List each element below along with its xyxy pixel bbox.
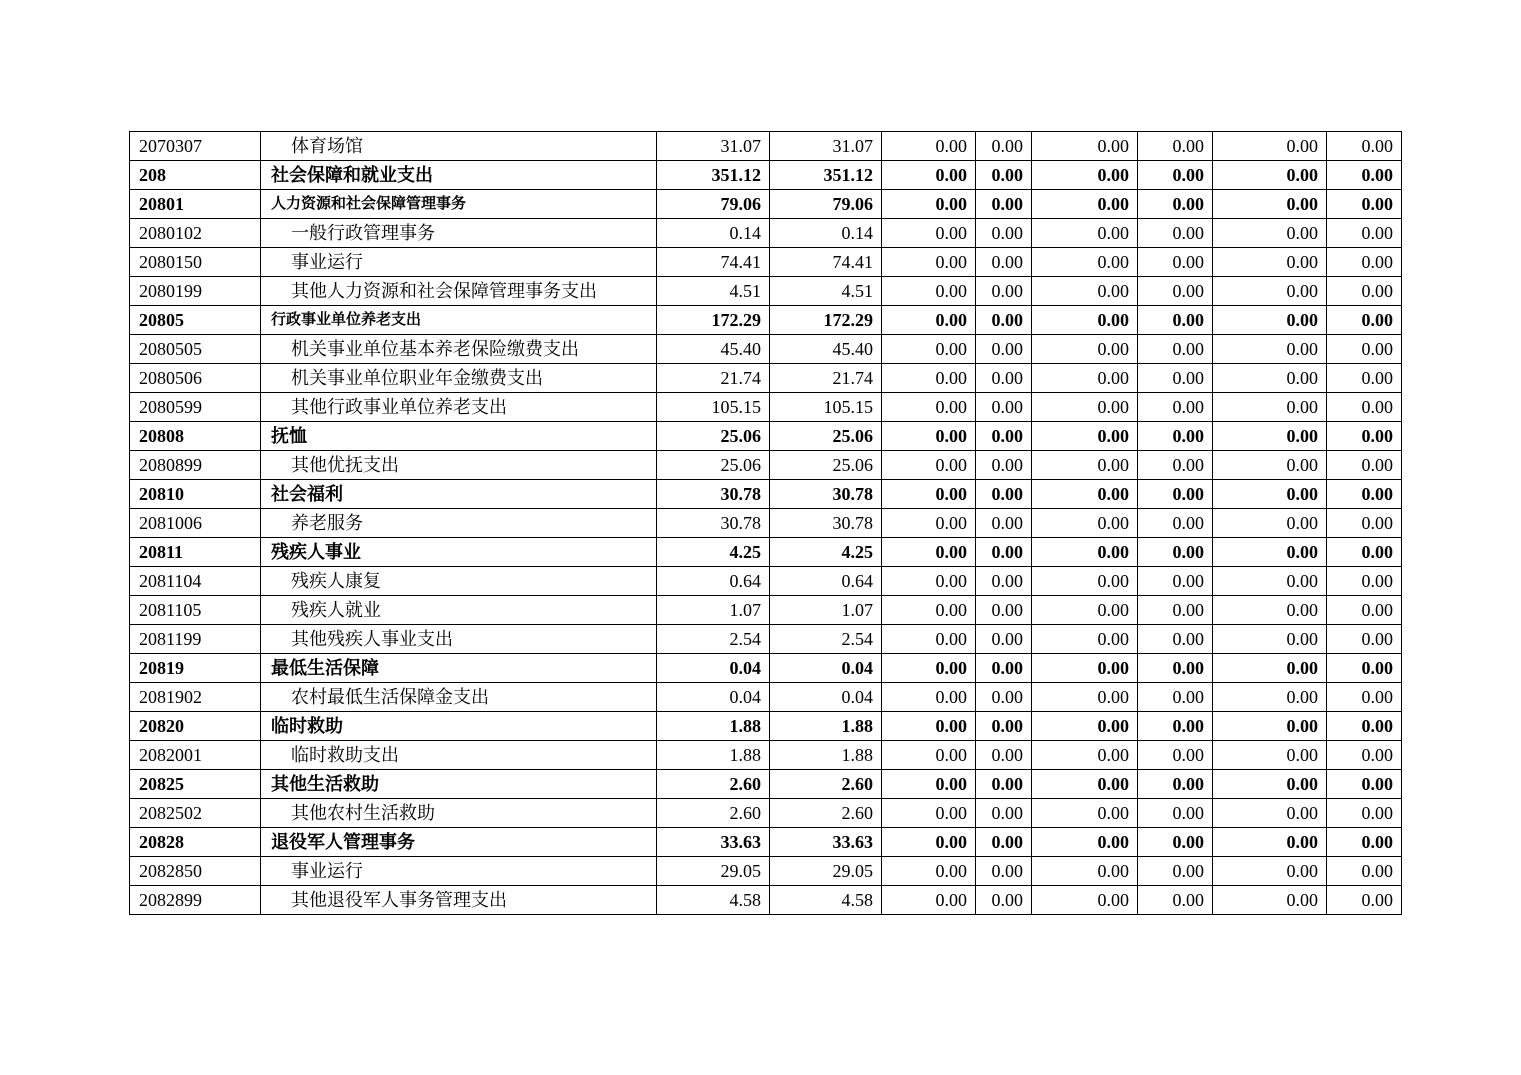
table-row: [130, 277, 1402, 306]
cell-value-4: 0.00: [976, 712, 1032, 741]
cell-value-2: 351.12: [770, 161, 882, 190]
cell-value-8: 0.00: [1327, 190, 1402, 219]
cell-code: 2081105: [130, 596, 261, 625]
table-row: [130, 219, 1402, 248]
cell-value-4: 0.00: [976, 567, 1032, 596]
cell-value-7: 0.00: [1213, 857, 1327, 886]
cell-value-8: 0.00: [1327, 132, 1402, 161]
cell-value-2: 30.78: [770, 480, 882, 509]
cell-value-2: 1.88: [770, 741, 882, 770]
table-row: [130, 132, 1402, 161]
cell-value-1: 4.58: [657, 886, 770, 915]
cell-value-5: 0.00: [1032, 567, 1138, 596]
cell-value-3: 0.00: [882, 857, 976, 886]
cell-value-6: 0.00: [1138, 248, 1213, 277]
table-row: [130, 451, 1402, 480]
cell-value-8: 0.00: [1327, 712, 1402, 741]
cell-value-1: 45.40: [657, 335, 770, 364]
cell-value-3: 0.00: [882, 712, 976, 741]
cell-value-2: 79.06: [770, 190, 882, 219]
table-row: [130, 538, 1402, 567]
cell-name: 事业运行: [261, 857, 657, 886]
table-row: [130, 422, 1402, 451]
cell-value-3: 0.00: [882, 654, 976, 683]
cell-value-3: 0.00: [882, 799, 976, 828]
cell-value-8: 0.00: [1327, 364, 1402, 393]
cell-value-5: 0.00: [1032, 828, 1138, 857]
cell-value-4: 0.00: [976, 654, 1032, 683]
cell-value-7: 0.00: [1213, 654, 1327, 683]
cell-code: 2080102: [130, 219, 261, 248]
cell-value-4: 0.00: [976, 393, 1032, 422]
cell-name: 临时救助支出: [261, 741, 657, 770]
cell-code: 2080150: [130, 248, 261, 277]
cell-code: 2080199: [130, 277, 261, 306]
cell-value-4: 0.00: [976, 480, 1032, 509]
cell-value-8: 0.00: [1327, 393, 1402, 422]
cell-code: 20801: [130, 190, 261, 219]
cell-code: 2080599: [130, 393, 261, 422]
cell-name: 其他残疾人事业支出: [261, 625, 657, 654]
cell-value-6: 0.00: [1138, 625, 1213, 654]
cell-value-4: 0.00: [976, 683, 1032, 712]
table-row: [130, 596, 1402, 625]
cell-name: 体育场馆: [261, 132, 657, 161]
cell-value-7: 0.00: [1213, 190, 1327, 219]
cell-value-1: 25.06: [657, 422, 770, 451]
cell-name: 其他人力资源和社会保障管理事务支出: [261, 277, 657, 306]
cell-value-8: 0.00: [1327, 509, 1402, 538]
cell-value-3: 0.00: [882, 683, 976, 712]
cell-value-1: 2.60: [657, 770, 770, 799]
cell-value-7: 0.00: [1213, 741, 1327, 770]
cell-value-4: 0.00: [976, 828, 1032, 857]
cell-value-8: 0.00: [1327, 538, 1402, 567]
cell-value-8: 0.00: [1327, 161, 1402, 190]
cell-value-8: 0.00: [1327, 770, 1402, 799]
table-row: [130, 248, 1402, 277]
cell-value-8: 0.00: [1327, 857, 1402, 886]
cell-value-2: 25.06: [770, 422, 882, 451]
cell-value-1: 1.88: [657, 741, 770, 770]
cell-value-1: 2.54: [657, 625, 770, 654]
cell-code: 208: [130, 161, 261, 190]
cell-value-6: 0.00: [1138, 277, 1213, 306]
cell-value-6: 0.00: [1138, 509, 1213, 538]
cell-name: 事业运行: [261, 248, 657, 277]
cell-value-3: 0.00: [882, 248, 976, 277]
cell-value-7: 0.00: [1213, 132, 1327, 161]
cell-name: 残疾人事业: [261, 538, 657, 567]
cell-value-1: 172.29: [657, 306, 770, 335]
cell-value-8: 0.00: [1327, 596, 1402, 625]
cell-value-3: 0.00: [882, 393, 976, 422]
cell-value-2: 0.04: [770, 654, 882, 683]
cell-value-5: 0.00: [1032, 770, 1138, 799]
cell-value-6: 0.00: [1138, 306, 1213, 335]
cell-value-3: 0.00: [882, 219, 976, 248]
cell-value-1: 30.78: [657, 480, 770, 509]
cell-value-5: 0.00: [1032, 799, 1138, 828]
cell-value-1: 79.06: [657, 190, 770, 219]
table-row: [130, 828, 1402, 857]
cell-value-3: 0.00: [882, 538, 976, 567]
cell-value-4: 0.00: [976, 306, 1032, 335]
cell-value-7: 0.00: [1213, 364, 1327, 393]
cell-code: 20825: [130, 770, 261, 799]
cell-value-1: 31.07: [657, 132, 770, 161]
cell-value-4: 0.00: [976, 364, 1032, 393]
cell-value-5: 0.00: [1032, 335, 1138, 364]
cell-value-4: 0.00: [976, 161, 1032, 190]
cell-value-5: 0.00: [1032, 422, 1138, 451]
cell-value-4: 0.00: [976, 219, 1032, 248]
cell-value-4: 0.00: [976, 799, 1032, 828]
cell-value-3: 0.00: [882, 480, 976, 509]
cell-value-2: 25.06: [770, 451, 882, 480]
cell-value-3: 0.00: [882, 451, 976, 480]
cell-value-2: 4.25: [770, 538, 882, 567]
cell-value-5: 0.00: [1032, 596, 1138, 625]
cell-value-2: 4.58: [770, 886, 882, 915]
cell-value-5: 0.00: [1032, 741, 1138, 770]
cell-value-4: 0.00: [976, 335, 1032, 364]
cell-value-4: 0.00: [976, 248, 1032, 277]
cell-name: 其他生活救助: [261, 770, 657, 799]
cell-value-2: 0.64: [770, 567, 882, 596]
cell-value-3: 0.00: [882, 596, 976, 625]
cell-value-7: 0.00: [1213, 596, 1327, 625]
cell-value-3: 0.00: [882, 132, 976, 161]
table-row: [130, 393, 1402, 422]
cell-value-3: 0.00: [882, 364, 976, 393]
cell-value-7: 0.00: [1213, 422, 1327, 451]
cell-value-4: 0.00: [976, 277, 1032, 306]
cell-value-7: 0.00: [1213, 770, 1327, 799]
cell-value-5: 0.00: [1032, 509, 1138, 538]
table-row: [130, 625, 1402, 654]
cell-value-2: 29.05: [770, 857, 882, 886]
cell-value-2: 31.07: [770, 132, 882, 161]
cell-value-8: 0.00: [1327, 799, 1402, 828]
cell-value-6: 0.00: [1138, 132, 1213, 161]
cell-name: 一般行政管理事务: [261, 219, 657, 248]
cell-value-3: 0.00: [882, 190, 976, 219]
cell-value-6: 0.00: [1138, 799, 1213, 828]
cell-value-6: 0.00: [1138, 596, 1213, 625]
cell-name: 社会保障和就业支出: [261, 161, 657, 190]
cell-value-7: 0.00: [1213, 683, 1327, 712]
table-row: [130, 509, 1402, 538]
cell-name: 抚恤: [261, 422, 657, 451]
cell-value-1: 0.04: [657, 683, 770, 712]
table-row: [130, 567, 1402, 596]
cell-name: 农村最低生活保障金支出: [261, 683, 657, 712]
cell-value-7: 0.00: [1213, 799, 1327, 828]
cell-value-6: 0.00: [1138, 335, 1213, 364]
cell-value-4: 0.00: [976, 422, 1032, 451]
cell-value-5: 0.00: [1032, 161, 1138, 190]
cell-value-5: 0.00: [1032, 277, 1138, 306]
table-row: [130, 857, 1402, 886]
cell-value-1: 25.06: [657, 451, 770, 480]
cell-value-3: 0.00: [882, 306, 976, 335]
cell-value-4: 0.00: [976, 857, 1032, 886]
cell-name: 残疾人康复: [261, 567, 657, 596]
cell-code: 20819: [130, 654, 261, 683]
table-row: [130, 654, 1402, 683]
cell-value-2: 1.07: [770, 596, 882, 625]
cell-code: 2070307: [130, 132, 261, 161]
table-row: [130, 799, 1402, 828]
cell-code: 2082850: [130, 857, 261, 886]
cell-value-1: 0.14: [657, 219, 770, 248]
cell-code: 2080899: [130, 451, 261, 480]
cell-value-5: 0.00: [1032, 886, 1138, 915]
cell-value-4: 0.00: [976, 190, 1032, 219]
cell-value-2: 0.04: [770, 683, 882, 712]
cell-value-3: 0.00: [882, 567, 976, 596]
cell-value-1: 74.41: [657, 248, 770, 277]
cell-value-6: 0.00: [1138, 364, 1213, 393]
cell-code: 20828: [130, 828, 261, 857]
cell-value-4: 0.00: [976, 625, 1032, 654]
cell-value-2: 2.60: [770, 799, 882, 828]
cell-code: 2081006: [130, 509, 261, 538]
cell-value-6: 0.00: [1138, 451, 1213, 480]
cell-value-7: 0.00: [1213, 219, 1327, 248]
cell-value-7: 0.00: [1213, 335, 1327, 364]
cell-value-8: 0.00: [1327, 248, 1402, 277]
cell-value-6: 0.00: [1138, 422, 1213, 451]
cell-value-8: 0.00: [1327, 306, 1402, 335]
table-row: [130, 741, 1402, 770]
cell-value-8: 0.00: [1327, 451, 1402, 480]
cell-value-5: 0.00: [1032, 625, 1138, 654]
cell-value-7: 0.00: [1213, 306, 1327, 335]
cell-value-8: 0.00: [1327, 741, 1402, 770]
cell-value-7: 0.00: [1213, 828, 1327, 857]
cell-value-5: 0.00: [1032, 364, 1138, 393]
cell-value-8: 0.00: [1327, 625, 1402, 654]
cell-value-5: 0.00: [1032, 190, 1138, 219]
cell-value-2: 2.54: [770, 625, 882, 654]
cell-value-8: 0.00: [1327, 886, 1402, 915]
cell-value-1: 21.74: [657, 364, 770, 393]
cell-code: 2082502: [130, 799, 261, 828]
cell-value-2: 172.29: [770, 306, 882, 335]
cell-value-7: 0.00: [1213, 567, 1327, 596]
cell-value-7: 0.00: [1213, 393, 1327, 422]
cell-name: 退役军人管理事务: [261, 828, 657, 857]
table-row: [130, 190, 1402, 219]
cell-value-6: 0.00: [1138, 567, 1213, 596]
cell-value-3: 0.00: [882, 828, 976, 857]
table-row: [130, 712, 1402, 741]
cell-value-1: 1.88: [657, 712, 770, 741]
cell-value-6: 0.00: [1138, 886, 1213, 915]
cell-name: 养老服务: [261, 509, 657, 538]
cell-value-2: 30.78: [770, 509, 882, 538]
budget-table: [129, 131, 1402, 915]
cell-value-5: 0.00: [1032, 654, 1138, 683]
cell-name: 残疾人就业: [261, 596, 657, 625]
cell-value-7: 0.00: [1213, 625, 1327, 654]
cell-value-1: 2.60: [657, 799, 770, 828]
cell-value-1: 30.78: [657, 509, 770, 538]
cell-name: 其他退役军人事务管理支出: [261, 886, 657, 915]
cell-value-8: 0.00: [1327, 683, 1402, 712]
cell-value-3: 0.00: [882, 422, 976, 451]
cell-name: 其他行政事业单位养老支出: [261, 393, 657, 422]
cell-name: 机关事业单位职业年金缴费支出: [261, 364, 657, 393]
cell-code: 2082001: [130, 741, 261, 770]
cell-value-2: 105.15: [770, 393, 882, 422]
cell-value-1: 4.51: [657, 277, 770, 306]
cell-value-6: 0.00: [1138, 683, 1213, 712]
cell-code: 2081104: [130, 567, 261, 596]
table-row: [130, 161, 1402, 190]
cell-value-3: 0.00: [882, 277, 976, 306]
cell-value-3: 0.00: [882, 770, 976, 799]
cell-code: 2082899: [130, 886, 261, 915]
cell-value-6: 0.00: [1138, 538, 1213, 567]
cell-value-2: 2.60: [770, 770, 882, 799]
cell-value-6: 0.00: [1138, 770, 1213, 799]
cell-value-8: 0.00: [1327, 828, 1402, 857]
cell-value-6: 0.00: [1138, 654, 1213, 683]
cell-name: 人力资源和社会保障管理事务: [261, 190, 657, 219]
cell-code: 20805: [130, 306, 261, 335]
cell-value-2: 45.40: [770, 335, 882, 364]
cell-value-1: 0.04: [657, 654, 770, 683]
cell-value-2: 1.88: [770, 712, 882, 741]
table-row: [130, 886, 1402, 915]
cell-value-2: 21.74: [770, 364, 882, 393]
cell-name: 其他农村生活救助: [261, 799, 657, 828]
cell-value-6: 0.00: [1138, 219, 1213, 248]
cell-value-7: 0.00: [1213, 886, 1327, 915]
cell-code: 20820: [130, 712, 261, 741]
cell-value-4: 0.00: [976, 770, 1032, 799]
cell-name: 最低生活保障: [261, 654, 657, 683]
cell-value-1: 4.25: [657, 538, 770, 567]
table-row: [130, 480, 1402, 509]
cell-value-7: 0.00: [1213, 712, 1327, 741]
cell-value-8: 0.00: [1327, 654, 1402, 683]
cell-value-4: 0.00: [976, 509, 1032, 538]
cell-code: 20810: [130, 480, 261, 509]
cell-value-3: 0.00: [882, 509, 976, 538]
cell-value-7: 0.00: [1213, 277, 1327, 306]
cell-value-1: 351.12: [657, 161, 770, 190]
cell-value-7: 0.00: [1213, 509, 1327, 538]
cell-value-7: 0.00: [1213, 248, 1327, 277]
table-row: [130, 335, 1402, 364]
cell-value-4: 0.00: [976, 886, 1032, 915]
cell-name: 社会福利: [261, 480, 657, 509]
cell-value-3: 0.00: [882, 886, 976, 915]
cell-value-6: 0.00: [1138, 857, 1213, 886]
table-row: [130, 683, 1402, 712]
cell-name: 行政事业单位养老支出: [261, 306, 657, 335]
cell-value-5: 0.00: [1032, 480, 1138, 509]
cell-value-1: 0.64: [657, 567, 770, 596]
cell-value-7: 0.00: [1213, 480, 1327, 509]
cell-name: 临时救助: [261, 712, 657, 741]
table-row: [130, 364, 1402, 393]
cell-value-8: 0.00: [1327, 277, 1402, 306]
table-body: [130, 132, 1402, 915]
cell-value-5: 0.00: [1032, 451, 1138, 480]
cell-value-2: 4.51: [770, 277, 882, 306]
cell-value-3: 0.00: [882, 335, 976, 364]
cell-value-4: 0.00: [976, 538, 1032, 567]
cell-value-8: 0.00: [1327, 422, 1402, 451]
cell-value-6: 0.00: [1138, 190, 1213, 219]
cell-value-8: 0.00: [1327, 219, 1402, 248]
cell-value-4: 0.00: [976, 132, 1032, 161]
table-row: [130, 306, 1402, 335]
cell-value-6: 0.00: [1138, 828, 1213, 857]
cell-value-5: 0.00: [1032, 712, 1138, 741]
cell-value-7: 0.00: [1213, 161, 1327, 190]
cell-value-6: 0.00: [1138, 480, 1213, 509]
cell-value-6: 0.00: [1138, 741, 1213, 770]
cell-value-6: 0.00: [1138, 161, 1213, 190]
cell-value-5: 0.00: [1032, 132, 1138, 161]
cell-value-2: 33.63: [770, 828, 882, 857]
cell-value-5: 0.00: [1032, 393, 1138, 422]
cell-value-4: 0.00: [976, 451, 1032, 480]
table-row: [130, 770, 1402, 799]
cell-value-3: 0.00: [882, 741, 976, 770]
cell-code: 20811: [130, 538, 261, 567]
cell-value-6: 0.00: [1138, 393, 1213, 422]
cell-name: 机关事业单位基本养老保险缴费支出: [261, 335, 657, 364]
cell-code: 2081902: [130, 683, 261, 712]
cell-value-7: 0.00: [1213, 538, 1327, 567]
cell-value-8: 0.00: [1327, 567, 1402, 596]
cell-value-8: 0.00: [1327, 480, 1402, 509]
cell-value-1: 105.15: [657, 393, 770, 422]
cell-value-5: 0.00: [1032, 683, 1138, 712]
cell-value-2: 0.14: [770, 219, 882, 248]
cell-value-1: 29.05: [657, 857, 770, 886]
cell-value-1: 33.63: [657, 828, 770, 857]
cell-value-5: 0.00: [1032, 248, 1138, 277]
cell-value-4: 0.00: [976, 596, 1032, 625]
cell-code: 2081199: [130, 625, 261, 654]
cell-value-3: 0.00: [882, 161, 976, 190]
cell-value-1: 1.07: [657, 596, 770, 625]
cell-code: 20808: [130, 422, 261, 451]
cell-value-4: 0.00: [976, 741, 1032, 770]
cell-name: 其他优抚支出: [261, 451, 657, 480]
cell-value-2: 74.41: [770, 248, 882, 277]
cell-code: 2080505: [130, 335, 261, 364]
cell-value-6: 0.00: [1138, 712, 1213, 741]
cell-value-5: 0.00: [1032, 219, 1138, 248]
cell-value-7: 0.00: [1213, 451, 1327, 480]
cell-value-8: 0.00: [1327, 335, 1402, 364]
cell-value-3: 0.00: [882, 625, 976, 654]
cell-code: 2080506: [130, 364, 261, 393]
cell-value-5: 0.00: [1032, 538, 1138, 567]
cell-value-5: 0.00: [1032, 857, 1138, 886]
cell-value-5: 0.00: [1032, 306, 1138, 335]
